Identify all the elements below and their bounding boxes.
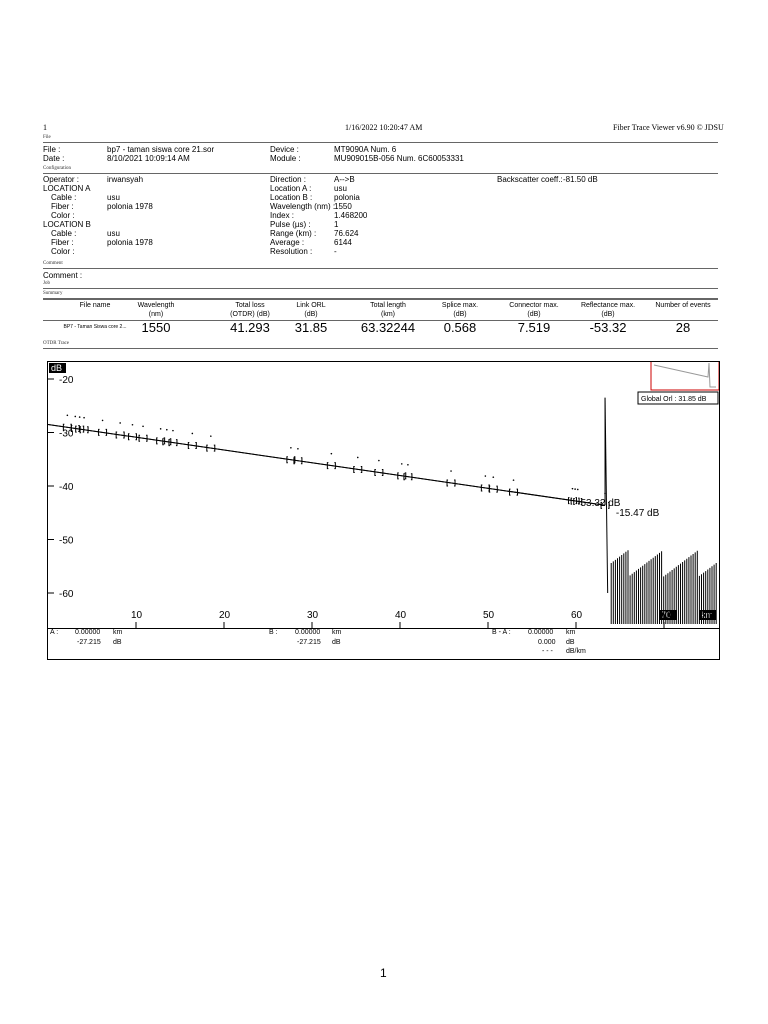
event-star [485, 475, 487, 477]
resolution-label: Resolution : [270, 247, 313, 256]
y-tick-label: -60 [59, 589, 74, 600]
summary-value-7: -53.32 [589, 320, 627, 335]
summary-value-6: 7.519 [517, 320, 551, 335]
operator-value: irwansyah [107, 175, 144, 184]
average-label: Average : [270, 238, 305, 247]
fiber-a-label: Fiber : [51, 202, 74, 211]
cursor-ba-label: B - A : [492, 629, 511, 636]
wavelength-value: 1550 [334, 202, 352, 211]
event-star [574, 488, 576, 490]
pulse-label: Pulse (µs) : [270, 220, 311, 229]
cursor-a-km-unit: km [113, 629, 123, 636]
event-star [297, 448, 299, 450]
trace-slope [48, 424, 605, 505]
x-tick-label: 20 [219, 610, 231, 621]
summary-value-4: 63.32244 [360, 320, 416, 335]
reflectance-label: -53.32 dB [577, 498, 621, 510]
y-tick-label: -40 [59, 482, 74, 493]
event-star [132, 424, 134, 426]
wavelength-label: Wavelength (nm) : [270, 202, 336, 211]
backscatter-value: -81.50 dB [563, 175, 598, 184]
summary-header-2: Total loss (OTDR) (dB) [230, 302, 270, 318]
event-star [401, 463, 403, 465]
summary-header-0: File name [79, 302, 111, 309]
location-b-value: polonia [334, 193, 360, 202]
direction-label: Direction : [270, 175, 307, 184]
event-star [378, 460, 380, 462]
range-value: 76.624 [334, 229, 359, 238]
reflectance-label: -15.47 dB [615, 507, 660, 519]
event-star [492, 476, 494, 478]
divider [43, 142, 718, 143]
cursor-b-db: -27.215 [297, 639, 321, 646]
otdr-trace-panel [47, 361, 720, 655]
summary-header-5: Splice max. (dB) [441, 302, 479, 318]
event-star [450, 470, 452, 472]
summary-value-5: 0.568 [443, 320, 477, 335]
event-star [604, 493, 606, 495]
comment-section-label: Comment [43, 261, 63, 266]
event-star [172, 430, 174, 432]
cursor-a-db: -27.215 [77, 639, 101, 646]
summary-file-name: BP7 - Taman Siswa core 2... [63, 324, 127, 330]
event-star [513, 479, 515, 481]
cursor-b-label: B : [269, 629, 278, 636]
event-star [160, 428, 162, 430]
event-star [119, 422, 121, 424]
x-tick-label: 30 [307, 610, 319, 621]
event-star [357, 457, 359, 459]
x-tick-label: 60 [571, 610, 583, 621]
direction-value: A-->B [334, 175, 355, 184]
x-tick-label: 10 [131, 610, 143, 621]
x-tick-label: 50 [483, 610, 495, 621]
summary-section-label: Summary [43, 291, 63, 296]
summary-header-3: Link ORL (dB) [296, 302, 326, 318]
module-value: MU909015B-056 Num. 6C60053331 [334, 154, 464, 163]
divider [43, 173, 718, 174]
fiber-b-label: Fiber : [51, 238, 74, 247]
cursor-ba-slope: - - - [542, 648, 553, 655]
divider [43, 288, 718, 289]
location-b-label: Location B : [270, 193, 313, 202]
x-tick-label: 70 [661, 610, 672, 620]
event-star [102, 420, 104, 422]
module-label: Module : [270, 154, 301, 163]
location-a-value: usu [334, 184, 347, 193]
file-value: bp7 - taman siswa core 21.sor [107, 145, 215, 154]
cursor-a-label: A : [50, 629, 59, 636]
event-star [290, 447, 292, 449]
operator-label: Operator : [43, 175, 80, 184]
location-b-heading: LOCATION B [43, 220, 91, 229]
y-tick-label: -30 [59, 428, 74, 440]
event-star [210, 435, 212, 437]
fiber-b-value: polonia 1978 [107, 238, 153, 247]
summary-value-2: 41.293 [230, 320, 270, 335]
fiber-a-value: polonia 1978 [107, 202, 153, 211]
cable-b-value: usu [107, 229, 120, 238]
summary-header-8: Number of events [655, 302, 711, 309]
device-label: Device : [270, 145, 299, 154]
cable-b-label: Cable : [51, 229, 77, 238]
event-star [572, 488, 574, 490]
event-star [331, 453, 333, 455]
summary-value-3: 31.85 [294, 320, 328, 335]
cursor-readout-panel [47, 627, 720, 660]
job-section-label: Job [43, 281, 50, 286]
event-star [577, 489, 579, 491]
summary-header-4: Total length (km) [370, 302, 406, 318]
event-star [79, 416, 81, 418]
cursor-ba-km-unit: km [566, 629, 576, 636]
otdr-section-label: OTDR Trace [43, 341, 69, 346]
cursor-b-km-unit: km [332, 629, 342, 636]
divider [43, 299, 718, 300]
event-star [192, 433, 194, 435]
device-value: MT9090A Num. 6 [334, 145, 397, 154]
color-a-label: Color : [51, 211, 75, 220]
global-orl-label: Global Orl : 31.85 dB [641, 396, 707, 403]
average-value: 6144 [334, 238, 352, 247]
cursor-a-km: 0.00000 [75, 629, 101, 636]
db-unit-label: dB [51, 363, 63, 373]
report-datetime: 1/16/2022 10:20:47 AM [345, 123, 423, 132]
app-name: Fiber Trace Viewer v6.90 © JDSU [613, 123, 724, 132]
cursor-ba-db-unit: dB [566, 639, 575, 646]
configuration-section-label: Configuration [43, 166, 72, 171]
summary-header-6: Connector max. (dB) [509, 302, 559, 318]
cable-a-label: Cable : [51, 193, 77, 202]
cursor-ba-km: 0.00000 [528, 629, 554, 636]
event-star [166, 429, 168, 431]
y-tick-label: -50 [59, 535, 74, 547]
cable-a-value: usu [107, 193, 120, 202]
cursor-ba-slope-unit: dB/km [566, 648, 586, 655]
resolution-value: - [334, 247, 337, 256]
cursor-a-db-unit: dB [113, 639, 122, 646]
file-label: File : [43, 145, 61, 154]
summary-header-7: Reflectance max. (dB) [580, 302, 636, 318]
file-section-label: File [43, 135, 51, 140]
otdr-trace-chart [48, 362, 719, 628]
summary-value-1: 1550 [141, 320, 171, 335]
backscatter-label: Backscatter coeff.: [497, 175, 563, 184]
index-label: Index : [270, 211, 295, 220]
event-star [83, 417, 85, 419]
x-tick-label: 40 [395, 610, 407, 621]
event-star [67, 414, 69, 416]
y-tick-label: -20 [59, 375, 74, 386]
event-star [142, 425, 144, 427]
divider [43, 268, 718, 269]
range-label: Range (km) : [270, 229, 317, 238]
color-b-label: Color : [51, 247, 75, 256]
km-unit-label: km [701, 610, 713, 620]
event-star [74, 416, 76, 418]
pulse-value: 1 [334, 220, 339, 229]
location-a-label: Location A : [270, 184, 312, 193]
event-star [407, 464, 409, 466]
comment-label: Comment : [43, 271, 83, 280]
cursor-ba-db: 0.000 [538, 639, 556, 646]
summary-value-8: 28 [675, 320, 691, 335]
summary-header-1: Wavelength (nm) [137, 302, 175, 318]
cursor-b-db-unit: dB [332, 639, 341, 646]
location-a-heading: LOCATION A [43, 184, 91, 193]
footer-page-number: 1 [380, 966, 387, 980]
index-value: 1.468200 [334, 211, 368, 220]
divider [43, 348, 718, 349]
date-value: 8/10/2021 10:09:14 AM [107, 154, 190, 163]
date-label: Date : [43, 154, 65, 163]
cursor-b-km: 0.00000 [295, 629, 321, 636]
page-number: 1 [43, 123, 47, 132]
